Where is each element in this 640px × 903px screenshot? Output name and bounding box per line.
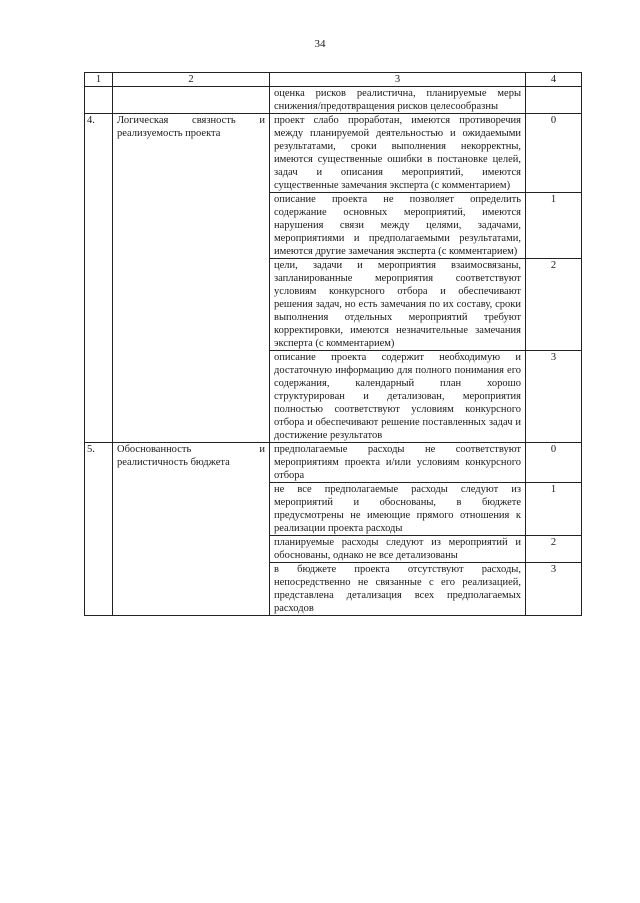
criterion-name: Обоснованность и реалистичность бюджета [113,443,270,616]
evaluation-criteria-table [84,72,582,616]
level-description: предполагаемые расходы не соответствуют мероприятиям проекта и/или условиям конкурсного отбора [270,443,526,483]
criterion-name: Логическая связность и реализуемость проекта [113,114,270,443]
level-score: 3 [526,351,582,443]
level-score: 3 [526,563,582,616]
table-row [85,443,582,483]
level-description: оценка рисков реалистична, планируемые меры снижения/предотвращения рисков целесообразны [270,87,526,114]
header-col-1: 1 [85,73,113,87]
criterion-number: 5. [85,443,113,616]
level-description: проект слабо проработан, имеются противоречия между планируемой деятельностью и ожидаемыми результатами, сроки выполнения некорректны, имеются существенные ошибки в постановке целей, задач и описания мероприятий, имеются существенные замечания эксперта (с комментарием) [270,114,526,193]
criterion-name-cell [113,87,270,114]
level-score: 2 [526,536,582,563]
level-score [526,87,582,114]
header-col-2: 2 [113,73,270,87]
level-description: в бюджете проекта отсутствуют расходы, непосредственно не связанные с его реализацией, представлена детализация всех предполагаемых расходов [270,563,526,616]
level-description: цели, задачи и мероприятия взаимосвязаны, запланированные мероприятия соответствуют условиям конкурсного отбора и обеспечивают решения задач, но есть замечания по их составу, сроки выполнения отдельных мероприятий требуют корректировки, имеются незначительные замечания эксперта (с комментарием) [270,259,526,351]
level-score: 1 [526,193,582,259]
level-description: не все предполагаемые расходы следуют из мероприятий и обоснованы, в бюджете предусмотрены не имеющие прямого отношения к реализации проекта расходы [270,483,526,536]
header-col-3: 3 [270,73,526,87]
level-score: 2 [526,259,582,351]
level-description: описание проекта содержит необходимую и достаточную информацию для полного понимания его содержания, календарный план хорошо структурирован и детализован, мероприятия полностью соответствуют условиям конкурсного отбора и обеспечивают решение поставленных задач и достижение результатов [270,351,526,443]
criterion-number: 4. [85,114,113,443]
level-description: планируемые расходы следуют из мероприятий и обоснованы, однако не все детализованы [270,536,526,563]
level-score: 0 [526,114,582,193]
table-header-row [85,73,582,87]
table-row [85,114,582,193]
level-description: описание проекта не позволяет определить содержание основных мероприятий, имеются нарушения связи между целями, задачами, мероприятиями и предполагаемыми результатами, имеются другие замечания эксперта (с комментарием) [270,193,526,259]
page-number: 34 [314,38,326,50]
table-row [85,87,582,114]
criterion-number-cell [85,87,113,114]
header-col-4: 4 [526,73,582,87]
level-score: 1 [526,483,582,536]
level-score: 0 [526,443,582,483]
